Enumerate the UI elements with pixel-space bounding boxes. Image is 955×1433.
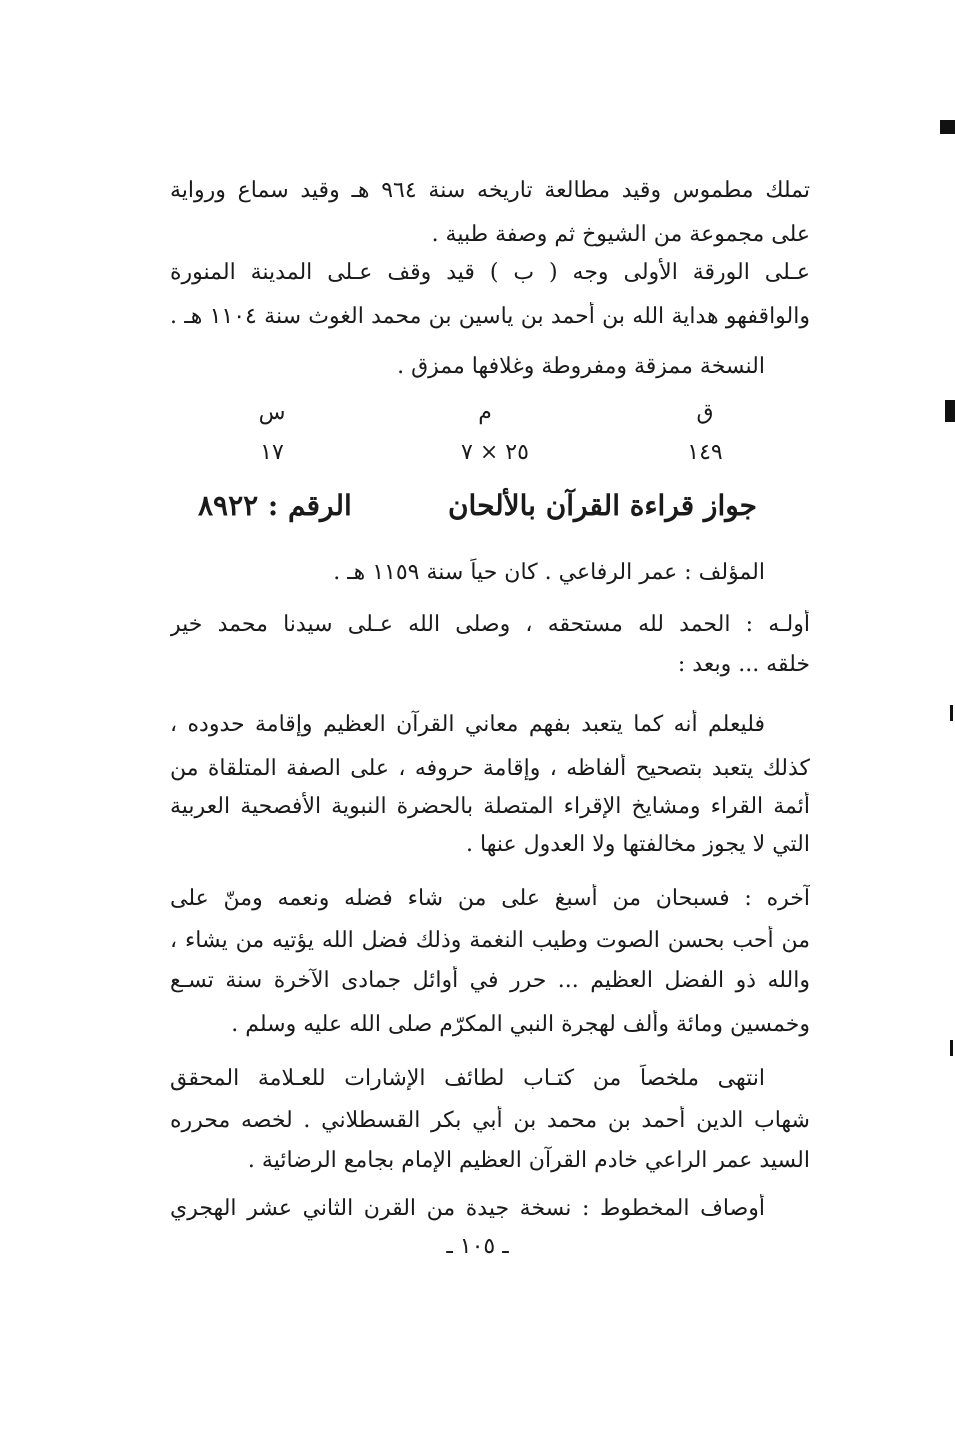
text-line: عـلى الورقة الأولى وجه ( ب ) قيد وقف عـلى المدينة المنورة: [170, 260, 810, 285]
ending-line: وخمسين ومائة وألف لهجرة النبي المكرّم صلى الله عليه وسلم .: [231, 1012, 810, 1037]
description-line: أوصاف المخطوط : نسخة جيدة من القرن الثاني عشر الهجري: [170, 1196, 765, 1221]
summary-line: السيد عمر الراعي خادم القرآن العظيم الإمام بجامع الرضائية .: [247, 1148, 810, 1173]
body-line: كذلك يتعبد بتصحيح ألفاظه ، وإقامة حروفه ، على الصفة المتلقاة من: [170, 756, 810, 781]
table-value-m: ٢٥ × ٧: [461, 440, 529, 465]
scan-mark-middle: [945, 400, 955, 422]
entry-number: الرقم : ٨٩٢٢: [198, 489, 352, 522]
opening-line: أولـه : الحمد لله مستحقه ، وصلى الله عـلى سيدنا محمد خير: [170, 612, 810, 637]
table-header-s: س: [258, 400, 286, 425]
scan-mark-bottom: [950, 1040, 953, 1056]
text-line: والواقفهو هداية الله بن أحمد بن ياسين بن محمد الغوث سنة ١١٠٤ هـ .: [170, 304, 810, 329]
ending-line: آخره : فسبحان من أسبغ على من شاء فضله ونعمه ومنّ على: [170, 886, 810, 911]
table-header-m: م: [478, 400, 492, 425]
summary-line: شهاب الدين أحمد بن محمد بن أبي بكر القسطلاني . لخصه محرره: [170, 1108, 810, 1133]
body-line: التي لا يجوز مخالفتها ولا العدول عنها .: [466, 832, 810, 857]
ending-line: والله ذو الفضل العظيم ... حرر في أوائل جمادى الآخرة سنة تسـع: [170, 968, 810, 993]
opening-line: خلقه ... وبعد :: [677, 652, 810, 677]
table-value-q: ١٤٩: [687, 440, 723, 465]
text-line: على مجموعة من الشيوخ ثم وصفة طبية .: [431, 222, 810, 247]
entry-title: جواز قراءة القرآن بالألحان: [447, 489, 757, 522]
table-header-q: ق: [696, 400, 714, 425]
text-line: تملك مطموس وقيد مطالعة تاريخه سنة ٩٦٤ هـ وقيد سماع ورواية: [170, 178, 810, 203]
scan-mark-top: [940, 120, 955, 134]
page-number: ـ ١٠٥ ـ: [446, 1234, 509, 1259]
condition-line: النسخة ممزقة ومفروطة وغلافها ممزق .: [397, 354, 765, 379]
ending-line: من أحب بحسن الصوت وطيب النغمة وذلك فضل الله يؤتيه من يشاء ،: [170, 928, 810, 953]
body-line: فليعلم أنه كما يتعبد بفهم معاني القرآن العظيم وإقامة حدوده ،: [170, 712, 765, 737]
summary-line: انتهى ملخصاً من كتـاب لطائف الإشارات للعـلامة المحقق: [170, 1066, 765, 1091]
table-value-s: ١٧: [260, 440, 284, 465]
body-line: أئمة القراء ومشايخ الإقراء المتصلة بالحضرة النبوية الأفصحية العربية: [170, 794, 810, 819]
scan-mark-lower: [950, 705, 953, 721]
author-line: المؤلف : عمر الرفاعي . كان حياً سنة ١١٥٩ هـ .: [333, 560, 765, 585]
